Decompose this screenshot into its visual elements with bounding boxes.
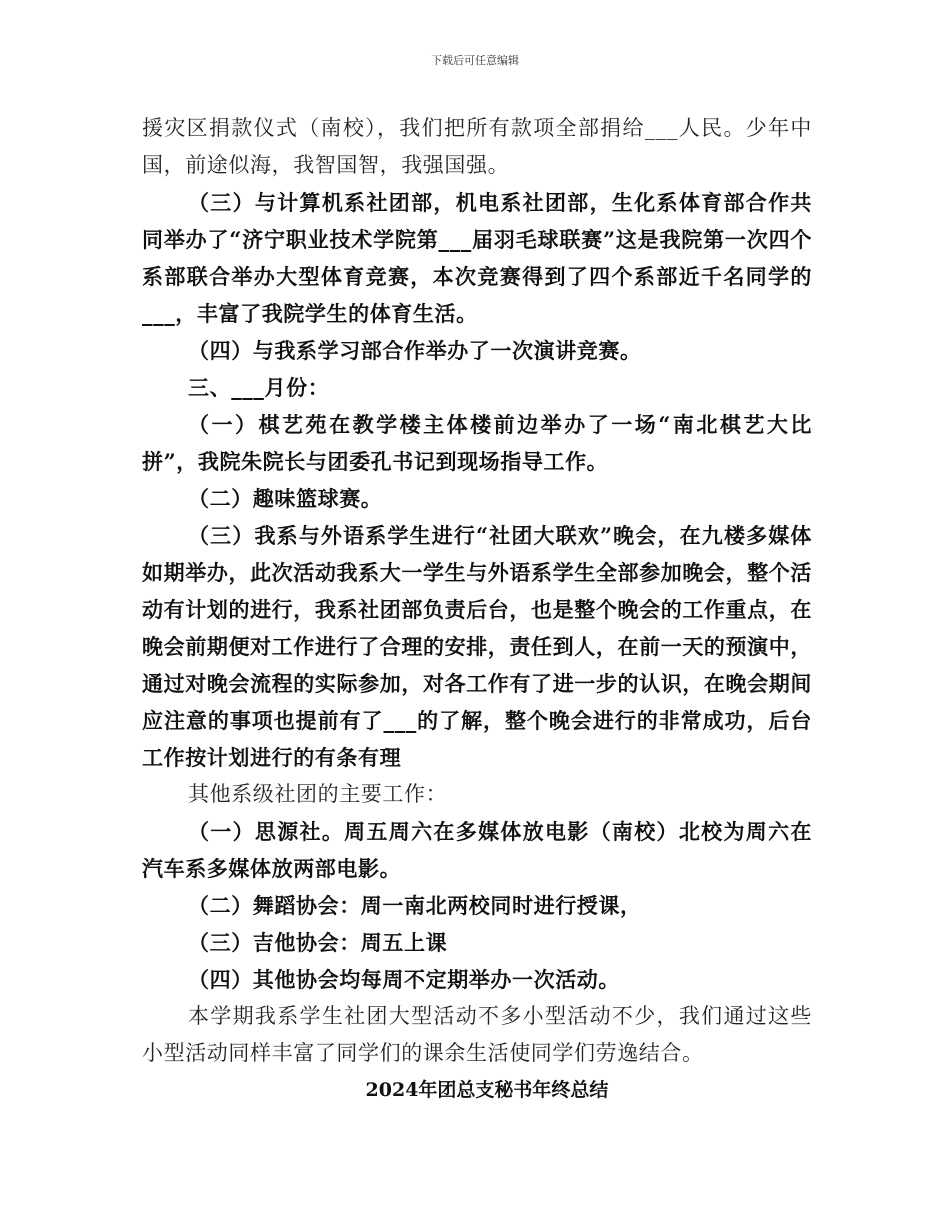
paragraph-party: （三）我系与外语系学生进行“社团大联欢”晚会，在九楼多媒体如期举办，此次活动我系大一学生与外语系学生全部参加晚会，整个活动有计划的进行，我系社团部负责后台，也是整个晚会的工作重点，在晚会前期便对工作进行了合理的安排，责任到人，在前一天的预演中，通过对晚会流程的实际参加，对各工作有了进一步的认识，在晚会期间应注意的事项也提前有了___的了解，整个晚会进行的非常成功，后台工作按计划进行的有条有理 [142,523,812,770]
paragraph-basketball: （二）趣味篮球赛。 [188,486,383,511]
paragraph-badminton: （三）与计算机系社团部，机电系社团部，生化系体育部合作共同举办了“济宁职业技术学院第___届羽毛球联赛”这是我院第一次四个系部联合举办大型体育竞赛，本次竞赛得到了四个系部近千名同学的___，丰富了我院学生的体育生活。 [142,190,812,326]
paragraph-donation: 援灾区捐款仪式（南校），我们把所有款项全部捐给___人民。少年中国，前途似海，我智国智，我强国强。 [142,116,812,177]
document-title: 2024年团总支秘书年终总结 [365,1079,609,1101]
paragraph-summary: 本学期我系学生社团大型活动不多小型活动不少，我们通过这些小型活动同样丰富了同学们的课余生活使同学们劳逸结合。 [142,1004,812,1065]
paragraph-chess: （一）棋艺苑在教学楼主体楼前边举办了一场“南北棋艺大比拼”，我院朱院长与团委孔书记到现场指导工作。 [142,412,812,474]
paragraph-other-associations: （四）其他协会均每周不定期举办一次活动。 [188,967,620,992]
paragraph-guitar: （三）吉他协会：周五上课 [188,930,448,955]
paragraph-dance: （二）舞蹈协会：周一南北两校同时进行授课， [188,893,642,918]
section-heading-month: 三、___月份： [188,375,330,400]
paragraph-siyuan: （一）思源社。周五周六在多媒体放电影（南校）北校为周六在汽车系多媒体放两部电影。 [142,819,812,881]
section-heading-other-clubs: 其他系级社团的主要工作： [188,782,448,806]
page-header: 下载后可任意编辑 [431,54,519,67]
paragraph-speech: （四）与我系学习部合作举办了一次演讲竞赛。 [188,338,642,363]
document-body [142,110,812,1109]
